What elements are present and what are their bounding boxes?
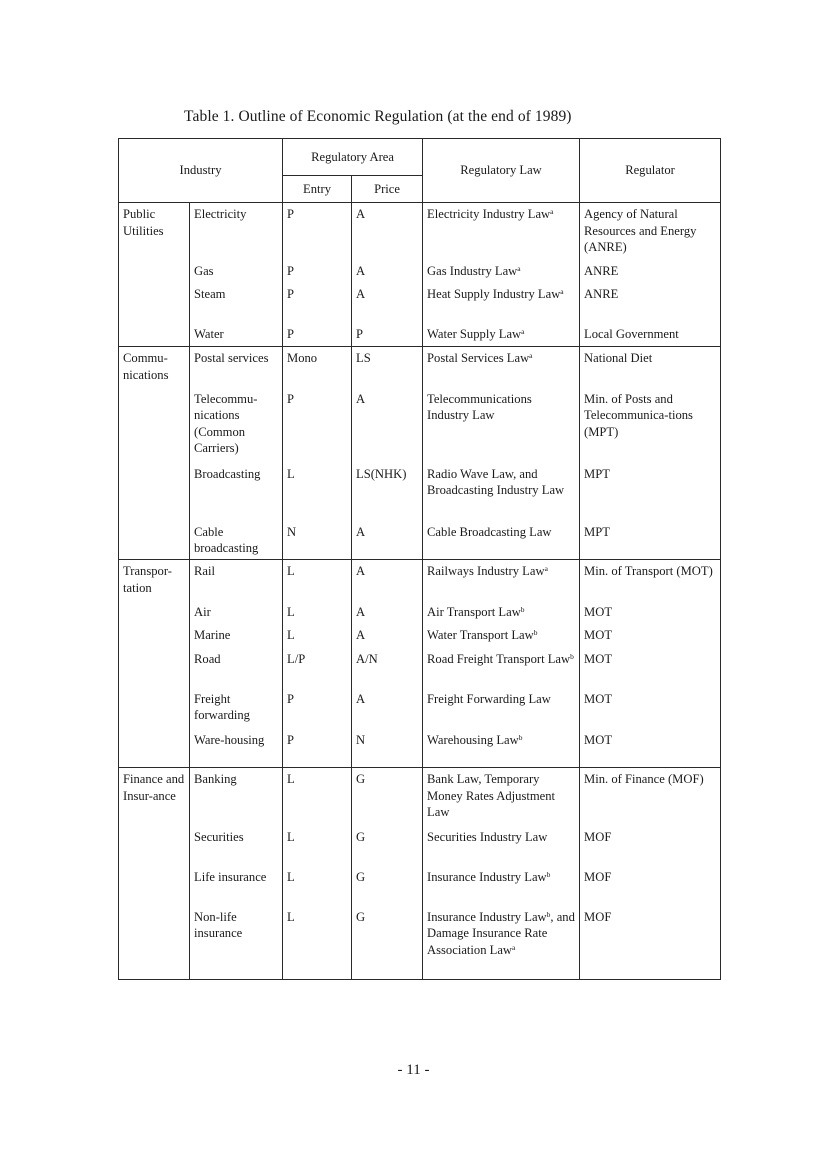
regulation-table bbox=[118, 138, 721, 980]
law-text: Postal Services Law bbox=[427, 351, 530, 365]
law-text: Air Transport Law bbox=[427, 604, 521, 619]
industry-cell: Securities bbox=[190, 826, 283, 866]
regulator-cell: Agency of Natural Resources and Energy (ANRE) bbox=[580, 203, 721, 260]
entry-cell: L bbox=[283, 768, 352, 826]
law-text: Radio Wave Law, and Broadcasting Industry Law bbox=[427, 466, 565, 497]
price-cell: N bbox=[352, 729, 423, 768]
regulator-cell: MOT bbox=[580, 648, 721, 688]
sector-cell: Transpor-tation bbox=[119, 560, 190, 768]
entry-cell: P bbox=[283, 388, 352, 463]
law-text: Road Freight Transport Law bbox=[427, 651, 571, 666]
sector-cell: Public Utilities bbox=[119, 203, 190, 347]
price-cell: A bbox=[352, 560, 423, 601]
law-footnote-mark: b bbox=[520, 604, 525, 614]
price-cell: A bbox=[352, 283, 423, 323]
entry-cell: L bbox=[283, 866, 352, 906]
price-cell: G bbox=[352, 866, 423, 906]
law-cell bbox=[423, 688, 580, 729]
header-price: Price bbox=[352, 176, 423, 203]
price-cell: A bbox=[352, 388, 423, 463]
entry-cell: P bbox=[283, 323, 352, 347]
law-footnote-mark: a bbox=[550, 207, 554, 216]
header-regulatory-area: Regulatory Area bbox=[283, 139, 423, 176]
table-row bbox=[119, 648, 721, 688]
price-cell: A bbox=[352, 688, 423, 729]
regulator-cell: MOT bbox=[580, 624, 721, 648]
law-cell bbox=[423, 323, 580, 347]
entry-cell: L/P bbox=[283, 648, 352, 688]
entry-cell: P bbox=[283, 729, 352, 768]
industry-cell: Banking bbox=[190, 768, 283, 826]
law-cell bbox=[423, 729, 580, 768]
entry-cell: P bbox=[283, 203, 352, 260]
law-cell bbox=[423, 768, 580, 826]
table-row bbox=[119, 203, 721, 260]
law-text: Telecommunications Industry Law bbox=[427, 391, 532, 422]
regulator-cell: Min. of Posts and Telecommunica-tions (MPT) bbox=[580, 388, 721, 463]
law-footnote-mark: b bbox=[518, 732, 523, 742]
law-footnote-mark: b bbox=[533, 627, 538, 637]
table-row bbox=[119, 260, 721, 283]
industry-cell: Freight forwarding bbox=[190, 688, 283, 729]
price-cell: LS(NHK) bbox=[352, 463, 423, 521]
price-cell: P bbox=[352, 323, 423, 347]
law-cell bbox=[423, 560, 580, 601]
law-footnote-mark: b bbox=[546, 869, 551, 879]
table-row bbox=[119, 560, 721, 601]
law-text: Gas Industry Law bbox=[427, 263, 518, 278]
law-cell bbox=[423, 283, 580, 323]
regulator-cell: MOF bbox=[580, 866, 721, 906]
group-transportation bbox=[119, 560, 721, 768]
law-text: Insurance Industry Law bbox=[427, 909, 547, 924]
law-text: Heat Supply Industry Law bbox=[427, 286, 561, 301]
law-cell bbox=[423, 624, 580, 648]
entry-cell: L bbox=[283, 560, 352, 601]
price-cell: G bbox=[352, 768, 423, 826]
law-cell bbox=[423, 826, 580, 866]
law-footnote-mark: a bbox=[521, 326, 525, 336]
law-footnote-mark: a bbox=[544, 564, 548, 573]
price-cell: A bbox=[352, 203, 423, 260]
entry-cell: P bbox=[283, 283, 352, 323]
regulator-cell: Local Government bbox=[580, 323, 721, 347]
industry-cell: Rail bbox=[190, 560, 283, 601]
entry-cell: N bbox=[283, 521, 352, 560]
table-row bbox=[119, 768, 721, 826]
header-regulatory-law: Regulatory Law bbox=[423, 139, 580, 203]
sector-cell: Finance and Insur-ance bbox=[119, 768, 190, 980]
group-public-utilities bbox=[119, 203, 721, 347]
price-cell: A/N bbox=[352, 648, 423, 688]
law-cell bbox=[423, 388, 580, 463]
law-text: Freight Forwarding Law bbox=[427, 691, 551, 706]
table-row bbox=[119, 729, 721, 768]
table-row bbox=[119, 906, 721, 980]
price-cell: G bbox=[352, 826, 423, 866]
industry-cell: Water bbox=[190, 323, 283, 347]
law-footnote-mark: a bbox=[560, 286, 564, 296]
entry-cell: L bbox=[283, 463, 352, 521]
price-cell: G bbox=[352, 906, 423, 980]
law-text: Electricity Industry Law bbox=[427, 207, 551, 221]
entry-cell: P bbox=[283, 688, 352, 729]
table-row bbox=[119, 283, 721, 323]
law-cell bbox=[423, 463, 580, 521]
regulator-cell: MPT bbox=[580, 521, 721, 560]
regulator-cell: MOT bbox=[580, 729, 721, 768]
header-row bbox=[119, 139, 721, 176]
entry-cell: Mono bbox=[283, 347, 352, 388]
header-entry: Entry bbox=[283, 176, 352, 203]
industry-cell: Road bbox=[190, 648, 283, 688]
group-communications bbox=[119, 347, 721, 560]
table-row bbox=[119, 624, 721, 648]
regulator-cell: Min. of Transport (MOT) bbox=[580, 560, 721, 601]
industry-cell: Marine bbox=[190, 624, 283, 648]
table-title: Table 1. Outline of Economic Regulation (at the end of 1989) bbox=[184, 108, 572, 125]
industry-cell: Steam bbox=[190, 283, 283, 323]
law-footnote-mark: b bbox=[546, 909, 551, 919]
table-row bbox=[119, 347, 721, 388]
industry-cell: Ware-housing bbox=[190, 729, 283, 768]
law-text: Securities Industry Law bbox=[427, 829, 548, 844]
law-cell bbox=[423, 601, 580, 624]
header-regulator: Regulator bbox=[580, 139, 721, 203]
industry-cell: Electricity bbox=[190, 203, 283, 260]
price-cell: LS bbox=[352, 347, 423, 388]
price-cell: A bbox=[352, 521, 423, 560]
industry-cell: Non-life insurance bbox=[190, 906, 283, 980]
entry-cell: L bbox=[283, 826, 352, 866]
law-cell bbox=[423, 203, 580, 260]
industry-cell: Postal services bbox=[190, 347, 283, 388]
regulator-cell: MOF bbox=[580, 826, 721, 866]
price-cell: A bbox=[352, 260, 423, 283]
industry-cell: Telecommu-nications (Common Carriers) bbox=[190, 388, 283, 463]
table-row bbox=[119, 601, 721, 624]
price-cell: A bbox=[352, 601, 423, 624]
law-text: Insurance Industry Law bbox=[427, 869, 547, 884]
table-row bbox=[119, 688, 721, 729]
industry-cell: Air bbox=[190, 601, 283, 624]
law-footnote-mark: b bbox=[570, 651, 574, 661]
law-text: Warehousing Law bbox=[427, 732, 519, 747]
regulator-cell: MOF bbox=[580, 906, 721, 980]
group-finance-insurance bbox=[119, 768, 721, 980]
regulator-cell: MPT bbox=[580, 463, 721, 521]
table-row bbox=[119, 388, 721, 463]
law-cell bbox=[423, 866, 580, 906]
regulator-cell: ANRE bbox=[580, 283, 721, 323]
header-industry: Industry bbox=[119, 139, 283, 203]
entry-cell: L bbox=[283, 601, 352, 624]
table-row bbox=[119, 323, 721, 347]
law-cell bbox=[423, 347, 580, 388]
law-text-continued: , and Damage Insurance Rate Association Law bbox=[427, 909, 575, 957]
table-row bbox=[119, 463, 721, 521]
industry-cell: Broadcasting bbox=[190, 463, 283, 521]
table-row bbox=[119, 866, 721, 906]
law-text: Water Supply Law bbox=[427, 326, 522, 341]
law-cell bbox=[423, 648, 580, 688]
law-cell bbox=[423, 906, 580, 980]
industry-cell: Life insurance bbox=[190, 866, 283, 906]
price-cell: A bbox=[352, 624, 423, 648]
regulator-cell: ANRE bbox=[580, 260, 721, 283]
law-footnote-mark: a bbox=[517, 263, 521, 273]
table-row bbox=[119, 521, 721, 560]
regulator-cell: National Diet bbox=[580, 347, 721, 388]
regulator-cell: Min. of Finance (MOF) bbox=[580, 768, 721, 826]
entry-cell: P bbox=[283, 260, 352, 283]
law-footnote-mark: a bbox=[529, 351, 533, 360]
industry-cell: Cable broadcasting bbox=[190, 521, 283, 560]
law-footnote-mark: a bbox=[512, 942, 516, 952]
law-text: Railways Industry Law bbox=[427, 564, 545, 578]
table-row bbox=[119, 826, 721, 866]
law-cell bbox=[423, 521, 580, 560]
law-cell bbox=[423, 260, 580, 283]
entry-cell: L bbox=[283, 906, 352, 980]
law-text: Water Transport Law bbox=[427, 627, 534, 642]
law-text: Cable Broadcasting Law bbox=[427, 524, 552, 539]
industry-cell: Gas bbox=[190, 260, 283, 283]
page-number: - 11 - bbox=[397, 1062, 430, 1078]
entry-cell: L bbox=[283, 624, 352, 648]
sector-cell: Commu-nications bbox=[119, 347, 190, 560]
regulator-cell: MOT bbox=[580, 688, 721, 729]
regulator-cell: MOT bbox=[580, 601, 721, 624]
law-text: Bank Law, Temporary Money Rates Adjustment Law bbox=[427, 772, 556, 819]
